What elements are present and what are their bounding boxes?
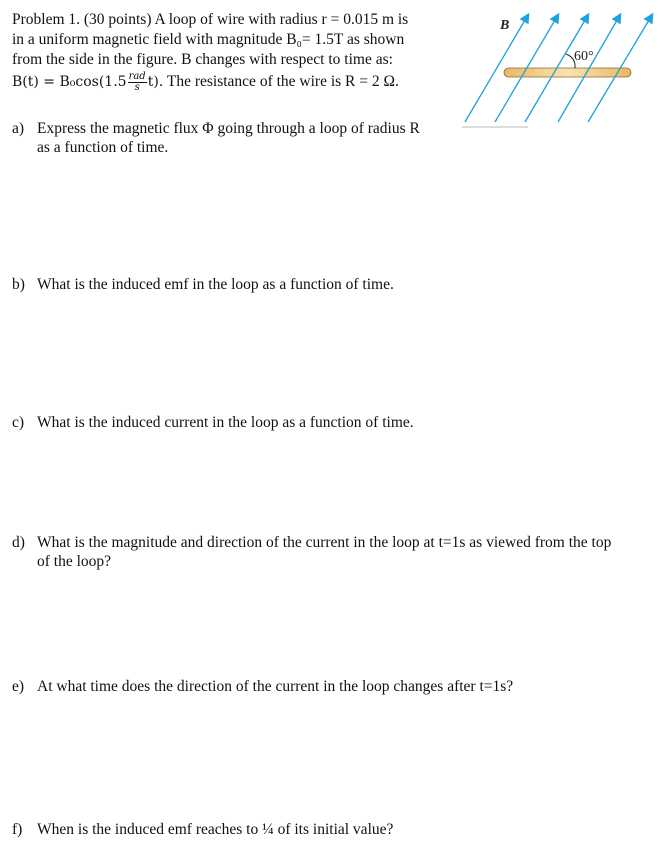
wire-loop-side-view bbox=[504, 68, 631, 77]
question-d bbox=[12, 533, 611, 571]
question-label: f) bbox=[12, 821, 23, 838]
question-label: b) bbox=[12, 276, 25, 293]
equation-fraction bbox=[128, 72, 147, 93]
question-label: c) bbox=[12, 414, 25, 431]
question-text: What is the magnitude and direction of the current in the loop at t=1s as viewed from the top bbox=[37, 534, 612, 551]
question-label: e) bbox=[12, 678, 25, 695]
question-b bbox=[12, 275, 394, 294]
resistance-text: The resistance of the wire is R = 2 Ω. bbox=[163, 73, 399, 91]
problem-line-1: Problem 1. (30 points) A loop of wire with radius r = 0.015 m is bbox=[12, 11, 409, 28]
field-label: B⃗ bbox=[500, 18, 521, 33]
question-text: Express the magnetic flux Φ going through a loop of radius R bbox=[37, 120, 420, 137]
problem-line-2: in a uniform magnetic field with magnitude B₀= 1.5T as shown bbox=[12, 31, 405, 48]
question-f bbox=[12, 820, 393, 839]
fraction-numerator: rad bbox=[128, 71, 146, 82]
equation-prefix: B(t) = B₀cos(1.5 bbox=[12, 74, 127, 91]
question-c bbox=[12, 413, 414, 432]
problem-line-3: from the side in the figure. B changes with respect to time as: bbox=[12, 51, 393, 68]
question-e bbox=[12, 677, 513, 696]
question-label: a) bbox=[12, 120, 25, 137]
question-a bbox=[12, 119, 420, 157]
question-text-continued: of the loop? bbox=[37, 553, 112, 570]
question-text: What is the induced emf in the loop as a function of time. bbox=[37, 276, 394, 293]
magnetic-field-figure bbox=[460, 0, 668, 140]
question-text-continued: as a function of time. bbox=[37, 139, 169, 156]
fraction-denominator: s bbox=[134, 82, 140, 93]
angle-label: 60° bbox=[574, 49, 594, 64]
problem-equation-line bbox=[12, 72, 399, 93]
question-text: When is the induced emf reaches to ¼ of its initial value? bbox=[37, 821, 394, 838]
equation-suffix: t). bbox=[147, 74, 164, 91]
question-text: What is the induced current in the loop as a function of time. bbox=[37, 414, 414, 431]
question-text: At what time does the direction of the current in the loop changes after t=1s? bbox=[37, 678, 514, 695]
question-label: d) bbox=[12, 534, 25, 551]
